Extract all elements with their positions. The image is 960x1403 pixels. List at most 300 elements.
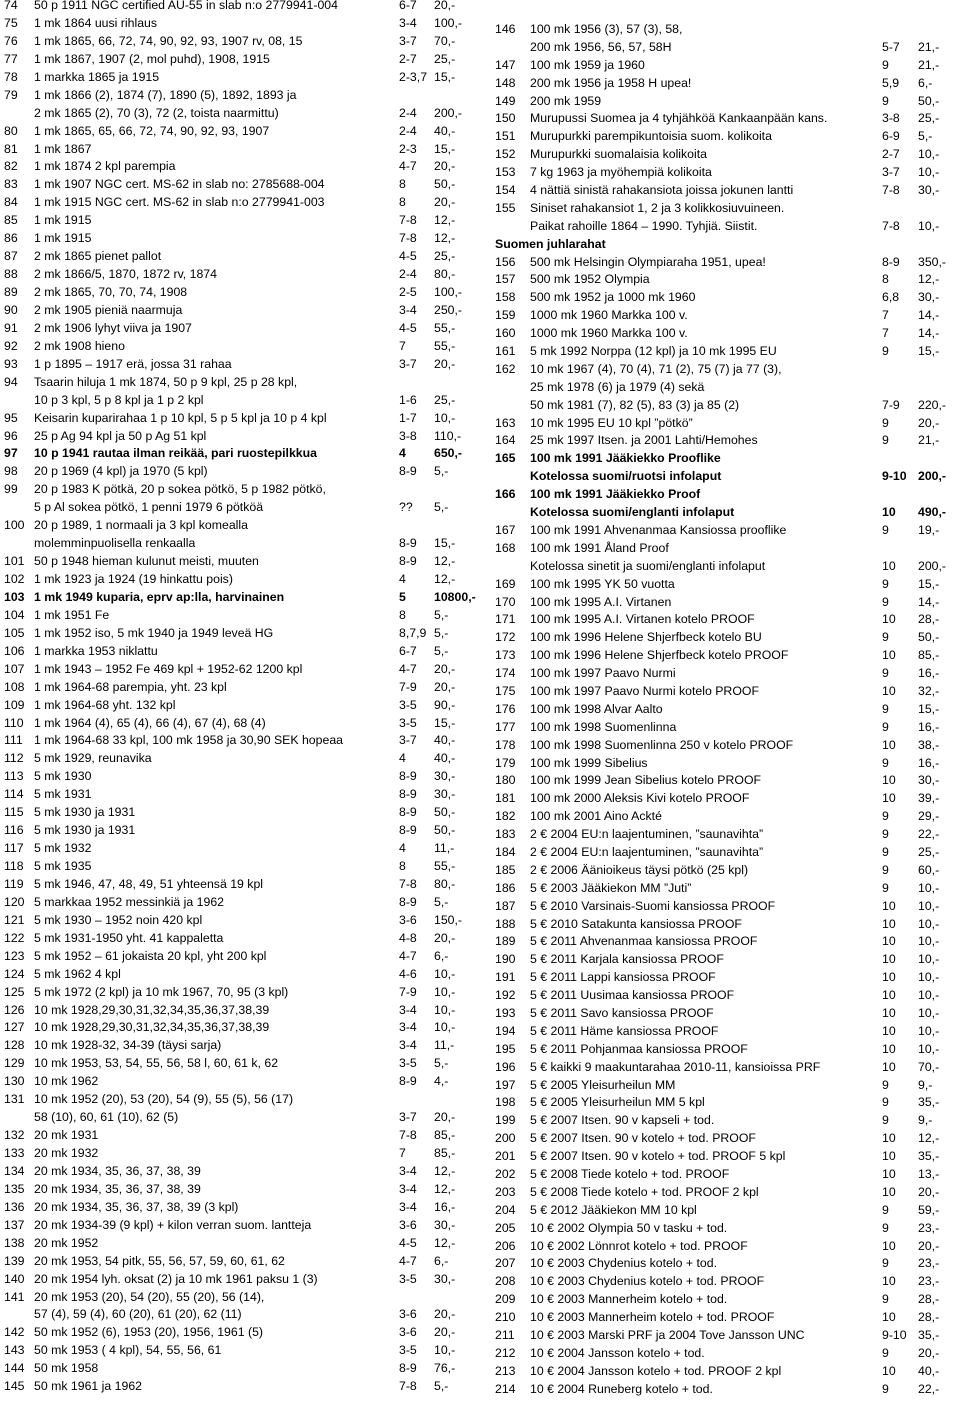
lot-number: 87: [4, 249, 18, 264]
lot-row: [490, 862, 960, 880]
lot-description: 2 mk 1908 hieno: [34, 338, 125, 353]
lot-row: [0, 1199, 470, 1217]
lot-price: 16,-: [918, 719, 940, 734]
lot-description: 1 mk 1865, 66, 72, 74, 90, 92, 93, 1907 rv, 08, 15: [34, 33, 303, 48]
lot-row: [490, 39, 960, 57]
lot-grade: 2-7: [882, 147, 900, 162]
lot-row: [0, 571, 470, 589]
lot-grade: 9-10: [882, 469, 907, 484]
lot-grade: 3-4: [399, 302, 417, 317]
lot-grade: 8-9: [399, 554, 417, 569]
lot-price: 14,-: [918, 594, 940, 609]
lot-row: [0, 876, 470, 894]
lot-number: 75: [4, 15, 18, 30]
lot-row: [0, 912, 470, 930]
lot-description: 50 mk 1952 (6), 1953 (20), 1956, 1961 (5): [34, 1325, 263, 1340]
lot-description: 20 mk 1954 lyh. oksat (2) ja 10 mk 1961 paksu 1 (3): [34, 1271, 318, 1286]
lot-number: 207: [495, 1256, 516, 1271]
lot-number: 140: [4, 1271, 25, 1286]
lot-row: [0, 697, 470, 715]
lot-grade: 9: [882, 57, 889, 72]
lot-number: 172: [495, 630, 516, 645]
lot-row: [490, 57, 960, 75]
lot-number: 84: [4, 195, 18, 210]
lot-grade: 2-5: [399, 285, 417, 299]
lot-number: 163: [495, 415, 516, 430]
lot-description: 58 (10), 60, 61 (10), 62 (5): [34, 1110, 179, 1125]
lot-row: [0, 374, 470, 392]
lot-grade: 9: [882, 862, 889, 877]
lot-number: 90: [4, 302, 18, 317]
lot-price: 16,-: [918, 755, 940, 770]
lot-row: [490, 1291, 960, 1309]
lot-price: 16,-: [918, 666, 940, 681]
lot-description: 500 mk 1952 Olympia: [530, 272, 650, 287]
lot-row: [490, 790, 960, 808]
lot-grade: 9: [882, 1381, 889, 1396]
lot-number: 134: [4, 1163, 25, 1178]
lot-number: 187: [495, 898, 516, 913]
lot-price: 10,-: [918, 916, 940, 931]
lot-description: 1 p 1895 – 1917 erä, jossa 31 rahaa: [34, 356, 232, 371]
lot-grade: 6-9: [882, 129, 900, 144]
lot-description: 2 € 2004 EU:n laajentuminen, ”saunavihta”: [530, 844, 764, 859]
lot-number: 159: [495, 308, 516, 323]
lot-description: 1 mk 1865, 65, 66, 72, 74, 90, 92, 93, 1907: [34, 123, 270, 138]
lot-number: 125: [4, 984, 25, 999]
lot-row: [0, 230, 470, 248]
lot-grade: 9: [882, 1095, 889, 1110]
lot-row: [0, 786, 470, 804]
lot-number: 88: [4, 267, 18, 282]
lot-row: [0, 1289, 470, 1307]
lot-row: [490, 1130, 960, 1148]
lot-price: 23,-: [918, 1256, 940, 1271]
lot-grade: 9: [882, 1202, 889, 1217]
lot-row: [490, 307, 960, 325]
lot-price: 12,-: [918, 272, 940, 287]
lot-price: 10,-: [918, 952, 940, 967]
lot-price: 5,-: [434, 625, 449, 640]
lot-description: 1 mk 1915: [34, 213, 92, 228]
lot-description: 20 mk 1953, 54 pitk, 55, 56, 57, 59, 60, 61, 62: [34, 1253, 285, 1268]
lot-number: 99: [4, 482, 18, 497]
lot-row: [0, 194, 470, 212]
lot-grade: 3-6: [399, 1325, 417, 1340]
lot-description: 100 mk 1959 ja 1960: [530, 57, 645, 72]
lot-grade: 10: [882, 970, 896, 985]
lot-description: 200 mk 1956 ja 1958 H upea!: [530, 75, 692, 90]
lot-description: 5 p Al sokea pötkö, 1 penni 1979 6 pötköä: [34, 500, 264, 515]
lot-description: 1000 mk 1960 Markka 100 v.: [530, 326, 688, 341]
lot-price: 38,-: [918, 737, 940, 752]
lot-description: 100 mk 1998 Suomenlinna 250 v kotelo PROOF: [530, 737, 794, 752]
lot-grade: 4-5: [399, 320, 417, 335]
lot-description: 10 € 2003 Mannerheim kotelo + tod. PROOF: [530, 1310, 775, 1325]
lot-price: 6,-: [434, 948, 449, 963]
lot-description: 20 mk 1931: [34, 1128, 99, 1143]
lot-description: 5 mk 1930 ja 1931: [34, 805, 136, 820]
lot-description: Tsaarin hiluja 1 mk 1874, 50 p 9 kpl, 25 p 28 kpl,: [34, 374, 298, 389]
lot-grade: 9: [882, 344, 889, 359]
lot-row: [490, 397, 960, 415]
lot-number: 213: [495, 1363, 516, 1378]
lot-row: [490, 665, 960, 683]
lot-price: 25,-: [434, 392, 456, 407]
lot-description: 100 mk 1995 A.I. Virtanen: [530, 594, 672, 609]
lot-grade: 9: [882, 93, 889, 108]
lot-row: [0, 463, 470, 481]
lot-price: 50,-: [918, 93, 940, 108]
lot-price: 110,-: [434, 428, 462, 443]
lot-grade: 10: [882, 558, 896, 573]
lot-price: 22,-: [918, 827, 940, 842]
lot-number: 197: [495, 1077, 516, 1092]
lot-number: 131: [4, 1092, 25, 1107]
lot-grade: 8-9: [399, 787, 417, 802]
lot-row: [490, 719, 960, 737]
lot-description: 2 mk 1865 (2), 70 (3), 72 (2, toista naarmittu): [34, 105, 279, 120]
lot-grade: 6,8: [882, 290, 900, 305]
lot-description: Murupussi Suomea ja 4 tyhjähköä Kankaanpään kans.: [530, 111, 828, 126]
lot-description: 5 mk 1930: [34, 769, 92, 784]
lot-price: 76,-: [434, 1361, 456, 1376]
lot-grade: 7-9: [399, 679, 417, 694]
lot-grade: 8-9: [399, 1361, 417, 1376]
lot-price: 12,-: [434, 213, 456, 228]
lot-number: 199: [495, 1113, 516, 1128]
lot-number: 177: [495, 719, 516, 734]
lot-number: 112: [4, 751, 24, 766]
lot-grade: ??: [399, 500, 413, 515]
lot-description: 2 mk 1866/5, 1870, 1872 rv, 1874: [34, 267, 217, 282]
lot-price: 200,-: [918, 558, 947, 573]
lot-price: 30,-: [918, 773, 940, 788]
lot-price: 15,-: [918, 576, 940, 591]
lot-row: [0, 1181, 470, 1199]
lot-number: 193: [495, 1005, 516, 1020]
lot-grade: 7-8: [882, 218, 900, 233]
lot-description: 1 mk 1949 kuparia, eprv ap:lla, harvinainen: [34, 589, 285, 604]
lot-description: 5 € 2011 Lappi kansiossa PROOF: [530, 970, 716, 985]
lot-description: 1 mk 1874 2 kpl parempia: [34, 159, 176, 174]
lot-description: 100 mk 1996 Helene Shjerfbeck kotelo BU: [530, 630, 762, 645]
lot-grade: 9: [882, 433, 889, 448]
lot-description: 57 (4), 59 (4), 60 (20), 61 (20), 62 (11): [34, 1307, 242, 1322]
lot-number: 169: [495, 576, 516, 591]
lot-description: 5 mk 1929, reunavika: [34, 751, 152, 766]
lot-grade: 4: [399, 841, 406, 856]
lot-row: [0, 87, 470, 105]
lot-number: 143: [4, 1343, 25, 1358]
lot-row: [490, 683, 960, 701]
lot-number: 185: [495, 862, 516, 877]
lot-price: 50,-: [434, 177, 456, 192]
lot-price: 19,-: [918, 522, 940, 537]
lot-price: 10,-: [918, 1041, 940, 1056]
lot-number: 108: [4, 679, 25, 694]
lot-row: [0, 661, 470, 679]
lot-description: 50 mk 1958: [34, 1361, 99, 1376]
lot-number: 124: [4, 966, 25, 981]
lot-description: 7 kg 1963 ja myöhempiä kolikoita: [530, 165, 712, 180]
lot-grade: 10: [882, 1184, 896, 1199]
lot-price: 220,-: [918, 397, 947, 412]
lot-description: 100 mk 1998 Suomenlinna: [530, 719, 677, 734]
lot-row: [490, 1363, 960, 1381]
lot-row: [490, 1077, 960, 1095]
lot-row: [490, 1094, 960, 1112]
lot-number: 160: [495, 326, 516, 341]
lot-row: [0, 410, 470, 428]
lot-number: 111: [4, 733, 23, 748]
lot-description: 2 € 2006 Äänioikeus täysi pötkö (25 kpl): [530, 862, 749, 877]
lot-number: 137: [4, 1217, 25, 1232]
lot-number: 132: [4, 1128, 25, 1143]
lot-grade: 3-5: [399, 1271, 417, 1286]
lot-row: [490, 200, 960, 218]
lot-price: 15,-: [434, 536, 456, 551]
lot-description: 100 mk 1996 Helene Shjerfbeck kotelo PROOF: [530, 648, 789, 663]
lot-description: 500 mk Helsingin Olympiaraha 1951, upea!: [530, 254, 766, 269]
lot-number: 203: [495, 1184, 516, 1199]
lot-grade: 2-3,7: [399, 69, 428, 84]
lot-description: 5 € 2007 Itsen. 90 v kapseli + tod.: [530, 1113, 715, 1128]
lot-description: 50 p 1911 NGC certified AU-55 in slab n:o 2779941-004: [34, 0, 338, 12]
lot-grade: 3-8: [399, 428, 417, 443]
lot-price: 13,-: [918, 1167, 940, 1181]
lot-price: 28,-: [918, 1292, 940, 1307]
lot-number: 214: [495, 1381, 516, 1396]
lot-price: 55,-: [434, 338, 456, 353]
lot-row: [490, 1166, 960, 1184]
lot-number: 206: [495, 1238, 516, 1253]
lot-row: [490, 486, 960, 504]
lot-description: 1 mk 1864 uusi rihlaus: [34, 15, 158, 30]
lot-row: [490, 343, 960, 361]
lot-price: 5,-: [434, 1379, 449, 1394]
lot-row: [0, 643, 470, 661]
lot-price: 10800,-: [434, 589, 476, 604]
lot-grade: 9: [882, 755, 889, 770]
lot-description: Murupurkki suomalaisia kolikoita: [530, 147, 708, 162]
lot-description: 1000 mk 1960 Markka 100 v.: [530, 308, 688, 323]
lot-description: 5 € 2005 Yleisurheilun MM 5 kpl: [530, 1095, 705, 1110]
lot-number: 123: [4, 948, 25, 963]
lot-number: 115: [4, 805, 24, 820]
lot-price: 9,-: [918, 1077, 933, 1092]
lot-price: 10,-: [434, 1020, 456, 1035]
lot-row: [0, 428, 470, 446]
lot-row: [490, 1220, 960, 1238]
lot-row: [490, 701, 960, 719]
lot-row: [0, 858, 470, 876]
lot-number: 182: [495, 809, 516, 824]
lot-price: 23,-: [918, 1274, 940, 1289]
lot-number: 126: [4, 1002, 25, 1017]
lot-row: [0, 966, 470, 984]
lot-row: [490, 522, 960, 540]
lot-description: 1 mk 1915 NGC cert. MS-62 in slab n:o 2779941-003: [34, 195, 325, 210]
lot-description: Murupurkki parempikuntoisia suom. kolikoita: [530, 129, 772, 144]
lot-grade: 10: [882, 1167, 896, 1181]
lot-number: 141: [4, 1289, 25, 1304]
lot-description: 1 markka 1953 niklattu: [34, 643, 158, 658]
lot-row: [0, 822, 470, 840]
lot-number: 139: [4, 1253, 25, 1268]
lot-row: [490, 218, 960, 236]
lot-grade: 9: [882, 880, 889, 895]
lot-grade: 1-7: [399, 410, 417, 425]
lot-grade: 6-7: [399, 643, 417, 658]
lot-description: 5 € 2008 Tiede kotelo + tod. PROOF 2 kpl: [530, 1184, 759, 1199]
lot-number: 135: [4, 1181, 25, 1196]
lot-row: [0, 266, 470, 284]
lot-row: [490, 772, 960, 790]
lot-number: 133: [4, 1146, 25, 1160]
lot-number: 81: [4, 141, 18, 156]
lot-grade: 9: [882, 701, 889, 716]
lot-grade: 3-5: [399, 715, 417, 730]
lot-description: 5 € 2005 Yleisurheilun MM: [530, 1077, 676, 1092]
lot-number: 205: [495, 1220, 516, 1235]
lot-price: 10,-: [918, 988, 940, 1003]
lot-price: 650,-: [434, 446, 463, 461]
lot-row: [0, 176, 470, 194]
lot-grade: 10: [882, 1238, 896, 1253]
lot-price: 29,-: [918, 809, 940, 824]
lot-description: Kotelossa suomi/ruotsi infolaput: [530, 469, 722, 484]
lot-description: 50 p 1948 hieman kulunut meisti, muuten: [34, 554, 259, 569]
lot-description: 1 mk 1964-68 yht. 132 kpl: [34, 697, 176, 712]
lot-grade: 8-9: [399, 1074, 417, 1089]
lot-description: 5 mk 1962 4 kpl: [34, 966, 121, 981]
lot-number: 91: [4, 320, 18, 335]
lot-price: 20,-: [918, 1184, 940, 1199]
lot-price: 25,-: [434, 249, 456, 264]
lot-number: 204: [495, 1202, 516, 1217]
lot-row: [0, 1235, 470, 1253]
lot-row: [490, 611, 960, 629]
lot-row: [0, 105, 470, 123]
lot-row: [0, 1037, 470, 1055]
lot-price: 10,-: [918, 934, 940, 949]
lot-price: 5,-: [434, 643, 449, 658]
lot-price: 20,-: [918, 1238, 940, 1253]
lot-row: [490, 21, 960, 39]
lot-row: [490, 558, 960, 576]
lot-number: 142: [4, 1325, 25, 1340]
lot-price: 11,-: [434, 841, 455, 856]
lot-price: 10,-: [434, 410, 456, 425]
lot-number: 95: [4, 410, 18, 425]
lot-description: 1 markka 1865 ja 1915: [34, 69, 160, 84]
lot-number: 129: [4, 1056, 25, 1071]
lot-grade: 9: [882, 809, 889, 824]
lot-number: 168: [495, 540, 516, 555]
lot-grade: 4: [399, 572, 406, 586]
lot-row: [0, 768, 470, 786]
lot-row: [0, 625, 470, 643]
lot-description: 20 mk 1952: [34, 1235, 99, 1250]
lot-row: [490, 1184, 960, 1202]
lot-description: 10 mk 1962: [34, 1074, 99, 1089]
lot-price: 14,-: [918, 326, 940, 341]
lot-price: 55,-: [434, 859, 456, 873]
lot-price: 21,-: [918, 433, 940, 448]
lot-grade: 7: [882, 308, 889, 323]
lot-number: 201: [495, 1149, 516, 1164]
lot-grade: 10: [882, 683, 896, 698]
lot-description: 1 mk 1867: [34, 141, 92, 156]
lot-row: [490, 93, 960, 111]
lot-price: 9,-: [918, 1113, 933, 1128]
lot-row: [490, 1005, 960, 1023]
lot-grade: 10: [882, 737, 896, 752]
lot-grade: 3-6: [399, 912, 417, 927]
lot-grade: 10: [882, 1023, 896, 1038]
lot-price: 35,-: [918, 1149, 940, 1164]
lot-grade: 9: [882, 522, 889, 537]
lot-grade: 7: [399, 1146, 406, 1160]
lot-price: 25,-: [918, 844, 940, 859]
lot-description: 5 mk 1932: [34, 841, 92, 856]
lot-description: 5 mk 1992 Norppa (12 kpl) ja 10 mk 1995 EU: [530, 344, 777, 359]
lot-number: 156: [495, 254, 516, 269]
lot-description: 5 € 2003 Jääkiekon MM ”Juti”: [530, 880, 692, 895]
lot-description: 5 mk 1972 (2 kpl) ja 10 mk 1967, 70, 95 (3 kpl): [34, 984, 289, 999]
lot-grade: 10: [882, 1041, 896, 1056]
lot-number: 97: [4, 446, 18, 461]
lot-grade: 9: [882, 666, 889, 681]
lot-number: 155: [495, 200, 516, 215]
lot-number: 212: [495, 1345, 516, 1360]
lot-description: 20 p 1969 (4 kpl) ja 1970 (5 kpl): [34, 464, 208, 479]
lot-price: 25,-: [434, 51, 456, 66]
lot-grade: 7-8: [399, 876, 417, 891]
lot-grade: 9: [882, 1256, 889, 1271]
lot-description: Siniset rahakansiot 1, 2 ja 3 kolikkosiuvuineen.: [530, 200, 785, 215]
lot-row: [0, 1002, 470, 1020]
lot-grade: 10: [882, 648, 896, 663]
lot-row: [0, 0, 470, 15]
lot-number: 154: [495, 183, 516, 198]
lot-number: 192: [495, 988, 516, 1003]
lot-row: [490, 468, 960, 486]
lot-grade: 3-6: [399, 1307, 417, 1322]
lot-row: [0, 1055, 470, 1073]
lot-description: 1 mk 1867, 1907 (2, mol puhd), 1908, 1915: [34, 51, 270, 66]
lot-description: 1 mk 1964-68 33 kpl, 100 mk 1958 ja 30,90 SEK hopeaa: [34, 733, 344, 748]
lot-row: [490, 826, 960, 844]
lot-number: 136: [4, 1199, 25, 1214]
lot-row: [490, 1023, 960, 1041]
lot-price: 39,-: [918, 791, 940, 806]
lot-row: [0, 15, 470, 33]
lot-row: [490, 808, 960, 826]
lot-number: 79: [4, 87, 18, 102]
lot-row: [0, 715, 470, 733]
lot-row: [490, 576, 960, 594]
lot-grade: 10: [882, 773, 896, 788]
lot-grade: 9: [882, 1077, 889, 1092]
lot-grade: 9: [882, 827, 889, 842]
lot-number: 85: [4, 213, 18, 228]
lot-number: 83: [4, 177, 18, 192]
lot-row: [490, 1238, 960, 1256]
lot-row: [490, 987, 960, 1005]
lot-description: 5 € 2011 Ahvenanmaa kansiossa PROOF: [530, 934, 758, 949]
